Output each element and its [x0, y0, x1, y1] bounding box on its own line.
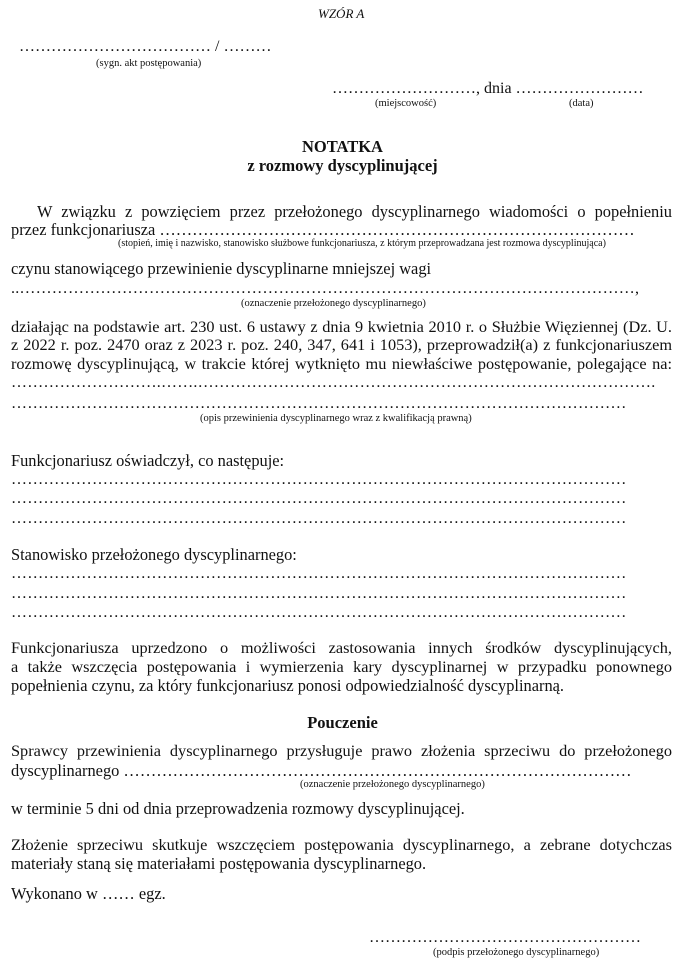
intro-line-1: W związku z powzięciem przez przełożonego dyscyplinarnego wiadomości o popełnieniu	[37, 202, 672, 221]
copies-field[interactable]: Wykonano w …… egz.	[11, 884, 166, 903]
intro-line-5: działając na podstawie art. 230 ust. 6 ustawy z dnia 9 kwietnia 2010 r. o Służbie Więziennej (Dz. U.	[11, 317, 672, 336]
intro-line-6: z 2022 r. poz. 2470 oraz z 2023 r. poz. 240, 347, 641 i 1053), przeprowadził(a) z funkcjonariuszem	[11, 335, 672, 354]
officer-caption: (stopień, imię i nazwisko, stanowisko służbowe funkcjonariusza, z którym przeprowadzana jest rozmowa dyscyplinująca)	[118, 238, 606, 249]
template-label: WZÓR A	[318, 6, 365, 21]
statement-label: Funkcjonariusz oświadczył, co następuje:	[11, 451, 285, 470]
intro-line-2: przez funkcjonariusza ……………………………………………………………………………	[11, 220, 635, 239]
instruction-caption: (oznaczenie przełożonego dyscyplinarnego)	[300, 779, 485, 790]
case-number-caption: (sygn. akt postępowania)	[96, 58, 202, 69]
statement-field-3[interactable]: ……………………………………………………………………………………………………	[11, 510, 627, 527]
instruction-line-2[interactable]: dyscyplinarnego …………………………………………………………………………………	[11, 761, 632, 780]
position-field-2[interactable]: ……………………………………………………………………………………………………	[11, 585, 627, 602]
offense-field-1[interactable]: ……………………….…….………………………………………………………………………….	[11, 374, 656, 391]
document-title: NOTATKA	[302, 137, 383, 156]
signature-caption: (podpis przełożonego dyscyplinarnego)	[433, 947, 600, 958]
offense-field-2[interactable]: ……………………………………………………………………………………………………	[11, 395, 627, 412]
document-subtitle: z rozmowy dyscyplinującej	[247, 156, 438, 175]
place-date-field[interactable]: ………………………, dnia ……………………	[332, 80, 644, 97]
case-number-field[interactable]: ……………………………… / ………	[19, 38, 272, 55]
position-field-3[interactable]: ……………………………………………………………………………………………………	[11, 604, 627, 621]
offense-caption: (opis przewinienia dyscyplinarnego wraz z kwalifikacją prawną)	[200, 413, 472, 424]
signature-field[interactable]: ……………………………………………	[369, 929, 641, 946]
position-field-1[interactable]: ……………………………………………………………………………………………………	[11, 565, 627, 582]
instruction-line-5: materiały staną się materiałami postępowania dyscyplinarnego.	[11, 854, 427, 873]
place-caption: (miejscowość)	[375, 98, 437, 109]
superior-field[interactable]: ..……………………………………………………………………………………………………,	[11, 280, 640, 297]
intro-line-3: czynu stanowiącego przewinienie dyscyplinarne mniejszej wagi	[11, 259, 432, 278]
warning-line-2: a także wszczęcia postępowania i wymierzenia kary dyscyplinarnej w przypadku ponownego	[11, 657, 672, 676]
warning-line-1: Funkcjonariusza uprzedzono o możliwości zastosowania innych środków dyscyplinujących,	[11, 638, 672, 657]
instruction-line-1: Sprawcy przewinienia dyscyplinarnego przysługuje prawo złożenia sprzeciwu do przełożonego	[11, 741, 672, 760]
instruction-title: Pouczenie	[307, 713, 378, 732]
intro-line-7: rozmowę dyscyplinującą, w trakcie której wytknięto mu niewłaściwe postępowanie, polegające na:	[11, 354, 672, 373]
statement-field-2[interactable]: ……………………………………………………………………………………………………	[11, 490, 627, 507]
instruction-line-3: w terminie 5 dni od dnia przeprowadzenia rozmowy dyscyplinującej.	[11, 799, 465, 818]
position-label: Stanowisko przełożonego dyscyplinarnego:	[11, 545, 297, 564]
statement-field-1[interactable]: ……………………………………………………………………………………………………	[11, 471, 627, 488]
superior-caption: (oznaczenie przełożonego dyscyplinarnego)	[241, 298, 426, 309]
instruction-line-4: Złożenie sprzeciwu skutkuje wszczęciem postępowania dyscyplinarnego, a zebrane dotychczas	[11, 835, 672, 854]
date-caption: (data)	[569, 98, 594, 109]
warning-line-3: popełnienia czynu, za który funkcjonariusz ponosi odpowiedzialność dyscyplinarną.	[11, 676, 565, 695]
